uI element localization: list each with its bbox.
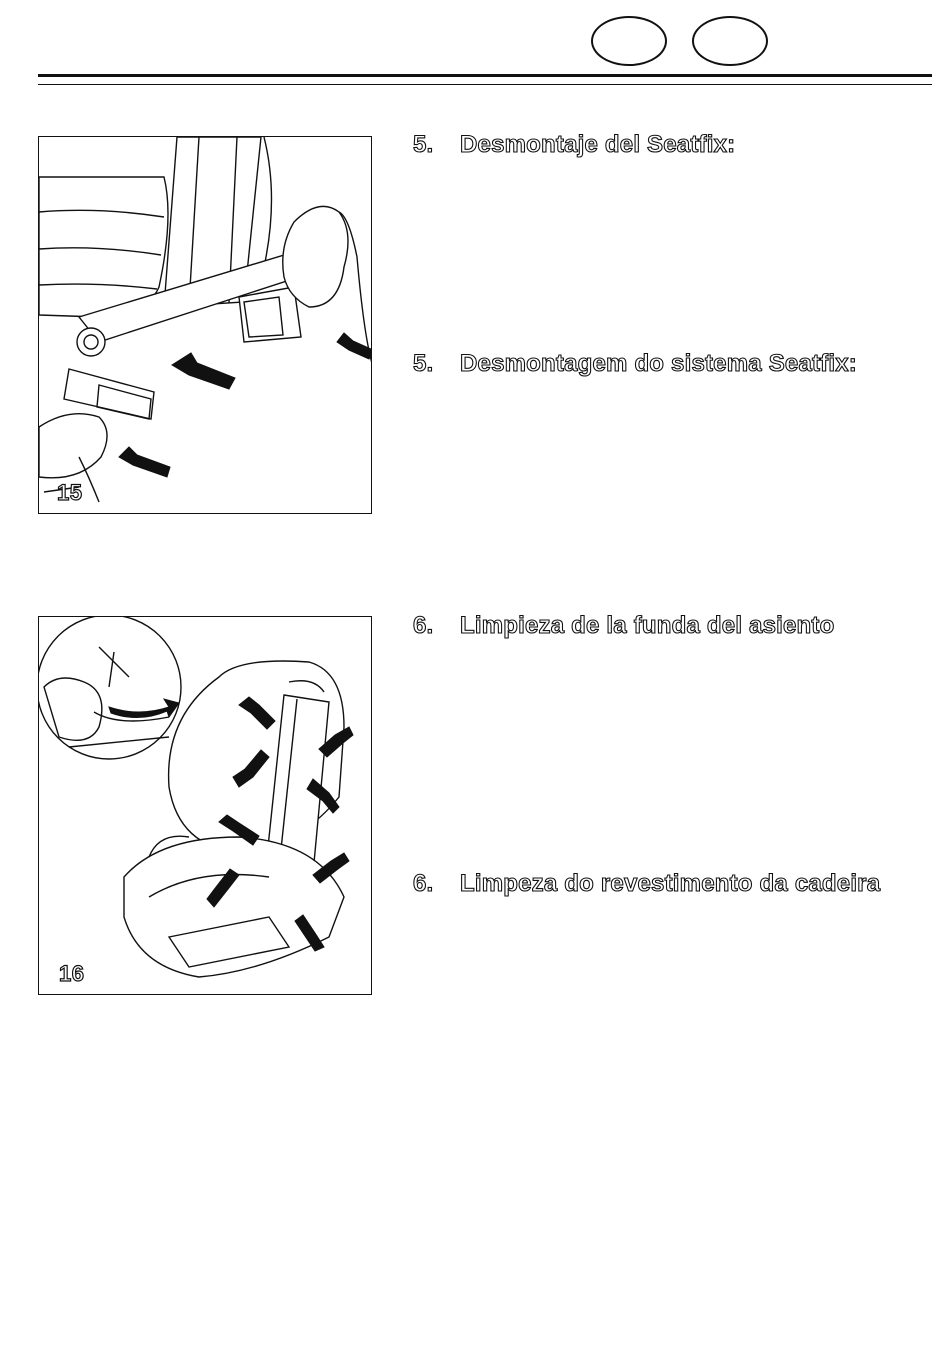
heading-pt-seatfix-removal (413, 350, 857, 378)
heading-title: Limpieza de la funda del asiento (460, 612, 835, 639)
heading-pt-cover-cleaning (413, 870, 880, 898)
heading-number: 5. (413, 131, 434, 158)
heading-number: 5. (413, 350, 434, 377)
header-rule-thick (38, 74, 932, 77)
language-badge-pt (692, 16, 768, 66)
seatfix-removal-illustration (39, 137, 372, 514)
heading-number: 6. (413, 870, 434, 897)
figure-15-number: 15 (57, 480, 83, 505)
figure-16-number: 16 (59, 961, 85, 986)
seat-cover-cleaning-illustration (39, 617, 372, 995)
figure-16-cover-cleaning (38, 616, 372, 995)
heading-es-seatfix-removal (413, 131, 735, 159)
header-rule-thin (38, 84, 932, 85)
heading-title: Desmontagem do sistema Seatfix: (460, 350, 857, 377)
language-badge-es (591, 16, 667, 66)
heading-es-cover-cleaning (413, 612, 834, 640)
heading-title: Desmontaje del Seatfix: (460, 131, 736, 158)
heading-number: 6. (413, 612, 434, 639)
heading-title: Limpeza do revestimento da cadeira (460, 870, 881, 897)
figure-15-seatfix-removal (38, 136, 372, 514)
